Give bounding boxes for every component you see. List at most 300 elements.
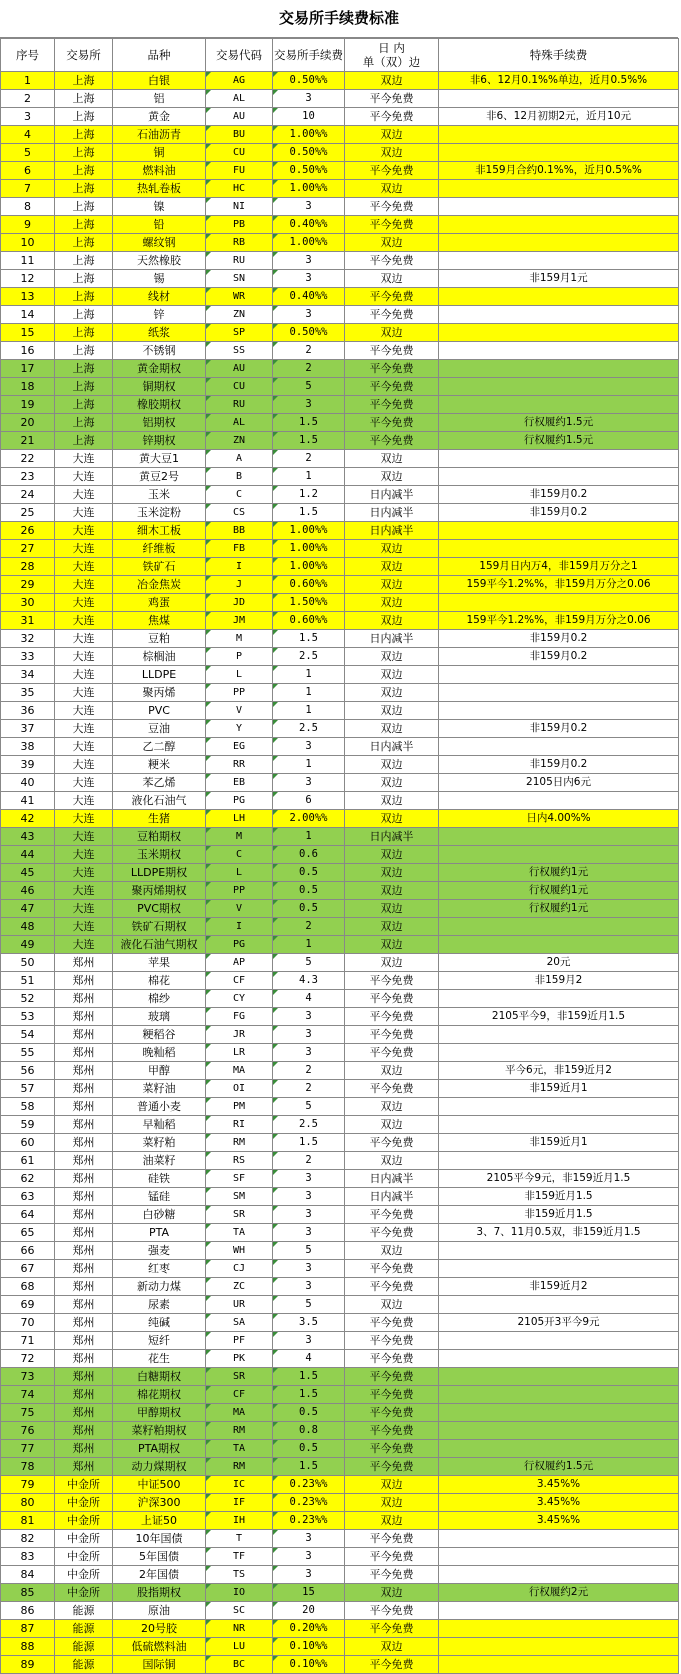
row-variety: 液化石油气期权	[113, 936, 206, 954]
row-code: RU	[206, 252, 273, 270]
table-row	[1, 306, 679, 324]
row-no: 9	[1, 216, 55, 234]
row-side: 平今免费	[345, 1134, 439, 1152]
row-variety: 纤维板	[113, 540, 206, 558]
row-exchange: 大连	[55, 594, 113, 612]
row-exchange: 大连	[55, 774, 113, 792]
row-code: I	[206, 918, 273, 936]
row-special: 非6、12月0.1%%单边，近月0.5%%	[439, 72, 679, 90]
row-special	[439, 468, 679, 486]
row-no: 3	[1, 108, 55, 126]
row-no: 20	[1, 414, 55, 432]
row-variety: 菜籽粕期权	[113, 1422, 206, 1440]
row-fee: 3	[273, 198, 345, 216]
row-side: 双边	[345, 648, 439, 666]
row-side: 双边	[345, 936, 439, 954]
table-row	[1, 1332, 679, 1350]
row-exchange: 上海	[55, 90, 113, 108]
table-row	[1, 1260, 679, 1278]
table-row	[1, 1638, 679, 1656]
row-exchange: 大连	[55, 810, 113, 828]
row-special	[439, 90, 679, 108]
table-row	[1, 216, 679, 234]
row-exchange: 大连	[55, 828, 113, 846]
table-row	[1, 1188, 679, 1206]
row-code: SF	[206, 1170, 273, 1188]
row-special: 非159近月1.5	[439, 1206, 679, 1224]
row-side: 日内减半	[345, 828, 439, 846]
row-code: CF	[206, 972, 273, 990]
row-variety: PTA期权	[113, 1440, 206, 1458]
table-row	[1, 1242, 679, 1260]
row-variety: 棉花期权	[113, 1386, 206, 1404]
table-row	[1, 90, 679, 108]
row-variety: 沪深300	[113, 1494, 206, 1512]
row-code: M	[206, 630, 273, 648]
table-row	[1, 792, 679, 810]
row-fee: 1	[273, 666, 345, 684]
row-fee: 1.00%%	[273, 234, 345, 252]
row-code: PK	[206, 1350, 273, 1368]
row-special: 159平今1.2%%，非159月万分之0.06	[439, 612, 679, 630]
row-side: 平今免费	[345, 1602, 439, 1620]
row-code: SA	[206, 1314, 273, 1332]
row-exchange: 上海	[55, 306, 113, 324]
row-special: 20元	[439, 954, 679, 972]
row-variety: 石油沥青	[113, 126, 206, 144]
row-exchange: 郑州	[55, 1458, 113, 1476]
row-variety: 液化石油气	[113, 792, 206, 810]
row-variety: 白砂糖	[113, 1206, 206, 1224]
row-side: 平今免费	[345, 378, 439, 396]
row-no: 19	[1, 396, 55, 414]
row-no: 55	[1, 1044, 55, 1062]
row-code: SC	[206, 1602, 273, 1620]
row-code: SS	[206, 342, 273, 360]
row-exchange: 上海	[55, 144, 113, 162]
row-variety: 锡	[113, 270, 206, 288]
row-code: TF	[206, 1548, 273, 1566]
table-row	[1, 486, 679, 504]
row-variety: 乙二醇	[113, 738, 206, 756]
table-row	[1, 702, 679, 720]
row-special	[439, 1044, 679, 1062]
row-fee: 1.5	[273, 504, 345, 522]
row-exchange: 上海	[55, 198, 113, 216]
row-code: AG	[206, 72, 273, 90]
row-side: 平今免费	[345, 1530, 439, 1548]
row-variety: 铜期权	[113, 378, 206, 396]
row-no: 75	[1, 1404, 55, 1422]
row-side: 日内减半	[345, 486, 439, 504]
row-variety: 粳米	[113, 756, 206, 774]
row-code: L	[206, 864, 273, 882]
row-fee: 3	[273, 252, 345, 270]
row-no: 10	[1, 234, 55, 252]
row-variety: 2年国债	[113, 1566, 206, 1584]
row-variety: 鸡蛋	[113, 594, 206, 612]
row-variety: 尿素	[113, 1296, 206, 1314]
table-row	[1, 774, 679, 792]
row-variety: 螺纹钢	[113, 234, 206, 252]
row-no: 13	[1, 288, 55, 306]
table-row	[1, 828, 679, 846]
row-variety: 上证50	[113, 1512, 206, 1530]
row-code: AP	[206, 954, 273, 972]
row-fee: 3	[273, 1044, 345, 1062]
table-row	[1, 72, 679, 90]
row-code: TS	[206, 1566, 273, 1584]
row-special: 行权履约1元	[439, 882, 679, 900]
row-code: PF	[206, 1332, 273, 1350]
row-fee: 0.5	[273, 882, 345, 900]
row-exchange: 郑州	[55, 1314, 113, 1332]
table-row	[1, 504, 679, 522]
row-variety: 硅铁	[113, 1170, 206, 1188]
table-row	[1, 198, 679, 216]
row-fee: 3	[273, 1170, 345, 1188]
row-variety: 铁矿石	[113, 558, 206, 576]
row-side: 双边	[345, 450, 439, 468]
row-special	[439, 342, 679, 360]
table-row	[1, 630, 679, 648]
row-special	[439, 1602, 679, 1620]
row-special	[439, 1404, 679, 1422]
row-variety: 铜	[113, 144, 206, 162]
row-fee: 2	[273, 450, 345, 468]
row-no: 83	[1, 1548, 55, 1566]
row-special	[439, 180, 679, 198]
row-side: 双边	[345, 1494, 439, 1512]
row-code: CS	[206, 504, 273, 522]
row-side: 平今免费	[345, 1440, 439, 1458]
row-exchange: 中金所	[55, 1494, 113, 1512]
row-fee: 1.5	[273, 414, 345, 432]
row-fee: 0.8	[273, 1422, 345, 1440]
row-special: 平今6元，非159近月2	[439, 1062, 679, 1080]
row-side: 双边	[345, 1098, 439, 1116]
row-fee: 1.00%%	[273, 558, 345, 576]
row-side: 平今免费	[345, 1260, 439, 1278]
row-fee: 3	[273, 270, 345, 288]
row-side: 平今免费	[345, 108, 439, 126]
header-special: 特殊手续费	[439, 39, 679, 72]
row-code: WH	[206, 1242, 273, 1260]
row-code: SP	[206, 324, 273, 342]
header-side-line1: 日 内	[378, 41, 405, 55]
table-row	[1, 846, 679, 864]
table-row	[1, 126, 679, 144]
row-special	[439, 738, 679, 756]
row-special: 行权履约1元	[439, 864, 679, 882]
row-special: 2105开3平今9元	[439, 1314, 679, 1332]
row-fee: 0.5	[273, 1404, 345, 1422]
row-variety: 甲醇期权	[113, 1404, 206, 1422]
table-row	[1, 882, 679, 900]
row-code: NR	[206, 1620, 273, 1638]
row-exchange: 郑州	[55, 1026, 113, 1044]
row-fee: 0.60%%	[273, 612, 345, 630]
row-fee: 3	[273, 1548, 345, 1566]
row-special: 行权履约1.5元	[439, 1458, 679, 1476]
row-special: 非159月0.2	[439, 720, 679, 738]
row-no: 36	[1, 702, 55, 720]
row-side: 双边	[345, 1476, 439, 1494]
row-special: 2105日内6元	[439, 774, 679, 792]
row-special	[439, 1332, 679, 1350]
row-fee: 0.40%%	[273, 288, 345, 306]
row-exchange: 郑州	[55, 1188, 113, 1206]
header-row	[1, 39, 679, 72]
row-fee: 0.5	[273, 1440, 345, 1458]
row-side: 双边	[345, 792, 439, 810]
row-no: 66	[1, 1242, 55, 1260]
row-fee: 5	[273, 1242, 345, 1260]
row-variety: 苹果	[113, 954, 206, 972]
row-special: 159月日内万4，非159月万分之1	[439, 558, 679, 576]
row-variety: 豆粕期权	[113, 828, 206, 846]
table-row	[1, 648, 679, 666]
row-variety: 铝期权	[113, 414, 206, 432]
row-code: J	[206, 576, 273, 594]
row-fee: 3	[273, 1278, 345, 1296]
row-side: 双边	[345, 810, 439, 828]
row-no: 62	[1, 1170, 55, 1188]
table-row	[1, 864, 679, 882]
row-special	[439, 306, 679, 324]
row-no: 37	[1, 720, 55, 738]
row-code: SR	[206, 1368, 273, 1386]
row-special: 非159近月1	[439, 1134, 679, 1152]
row-fee: 2	[273, 1080, 345, 1098]
row-special: 行权履约1元	[439, 900, 679, 918]
row-exchange: 郑州	[55, 1044, 113, 1062]
row-code: AL	[206, 414, 273, 432]
row-special: 3、7、11月0.5双，非159近月1.5	[439, 1224, 679, 1242]
row-special: 非159近月1	[439, 1080, 679, 1098]
row-variety: 燃料油	[113, 162, 206, 180]
row-special	[439, 828, 679, 846]
row-variety: 棉纱	[113, 990, 206, 1008]
row-code: IH	[206, 1512, 273, 1530]
table-row	[1, 1044, 679, 1062]
table-row	[1, 576, 679, 594]
row-fee: 4	[273, 990, 345, 1008]
row-special: 2105平今9，非159近月1.5	[439, 1008, 679, 1026]
row-exchange: 上海	[55, 216, 113, 234]
row-code: AL	[206, 90, 273, 108]
row-side: 平今免费	[345, 1368, 439, 1386]
row-special: 日内4.00%%	[439, 810, 679, 828]
row-exchange: 中金所	[55, 1476, 113, 1494]
table-row	[1, 1116, 679, 1134]
table-row	[1, 900, 679, 918]
row-variety: 铅	[113, 216, 206, 234]
row-no: 54	[1, 1026, 55, 1044]
row-code: BB	[206, 522, 273, 540]
row-exchange: 中金所	[55, 1584, 113, 1602]
row-special	[439, 1350, 679, 1368]
table-row	[1, 522, 679, 540]
row-exchange: 能源	[55, 1638, 113, 1656]
row-fee: 2	[273, 1062, 345, 1080]
table-row	[1, 954, 679, 972]
row-exchange: 大连	[55, 630, 113, 648]
row-special	[439, 792, 679, 810]
row-code: I	[206, 558, 273, 576]
row-no: 35	[1, 684, 55, 702]
row-side: 平今免费	[345, 216, 439, 234]
row-exchange: 大连	[55, 792, 113, 810]
table-row	[1, 1080, 679, 1098]
row-fee: 2.00%%	[273, 810, 345, 828]
row-fee: 0.20%%	[273, 1620, 345, 1638]
row-fee: 3	[273, 774, 345, 792]
row-no: 23	[1, 468, 55, 486]
row-code: LR	[206, 1044, 273, 1062]
row-exchange: 上海	[55, 234, 113, 252]
table-row	[1, 1062, 679, 1080]
row-fee: 1.5	[273, 432, 345, 450]
table-row	[1, 1314, 679, 1332]
row-exchange: 大连	[55, 540, 113, 558]
row-exchange: 上海	[55, 162, 113, 180]
row-no: 30	[1, 594, 55, 612]
row-variety: 线材	[113, 288, 206, 306]
row-variety: PTA	[113, 1224, 206, 1242]
row-fee: 1.00%%	[273, 522, 345, 540]
header-fee: 交易所手续费	[273, 39, 345, 72]
table-row	[1, 342, 679, 360]
row-special: 159平今1.2%%，非159月万分之0.06	[439, 576, 679, 594]
row-no: 24	[1, 486, 55, 504]
row-special	[439, 1566, 679, 1584]
row-no: 56	[1, 1062, 55, 1080]
table-row	[1, 432, 679, 450]
row-code: ZC	[206, 1278, 273, 1296]
table-row	[1, 936, 679, 954]
row-code: RB	[206, 234, 273, 252]
row-no: 80	[1, 1494, 55, 1512]
row-variety: 低硫燃料油	[113, 1638, 206, 1656]
row-code: OI	[206, 1080, 273, 1098]
row-exchange: 大连	[55, 936, 113, 954]
row-no: 63	[1, 1188, 55, 1206]
row-no: 40	[1, 774, 55, 792]
table-row	[1, 1530, 679, 1548]
row-special	[439, 198, 679, 216]
row-variety: 锌期权	[113, 432, 206, 450]
row-fee: 0.5	[273, 864, 345, 882]
row-exchange: 郑州	[55, 990, 113, 1008]
row-side: 平今免费	[345, 198, 439, 216]
row-code: BC	[206, 1656, 273, 1674]
table-row	[1, 450, 679, 468]
row-variety: 橡胶期权	[113, 396, 206, 414]
row-fee: 2	[273, 342, 345, 360]
row-variety: 玉米期权	[113, 846, 206, 864]
row-exchange: 郑州	[55, 972, 113, 990]
row-special	[439, 1620, 679, 1638]
row-variety: 甲醇	[113, 1062, 206, 1080]
row-code: PM	[206, 1098, 273, 1116]
row-exchange: 大连	[55, 468, 113, 486]
row-special: 3.45%%	[439, 1512, 679, 1530]
row-exchange: 大连	[55, 756, 113, 774]
table-row	[1, 1494, 679, 1512]
row-exchange: 大连	[55, 504, 113, 522]
row-variety: 20号胶	[113, 1620, 206, 1638]
row-exchange: 能源	[55, 1656, 113, 1674]
row-no: 58	[1, 1098, 55, 1116]
table-row	[1, 810, 679, 828]
row-variety: 黄豆2号	[113, 468, 206, 486]
row-exchange: 郑州	[55, 1278, 113, 1296]
row-exchange: 中金所	[55, 1548, 113, 1566]
row-no: 32	[1, 630, 55, 648]
row-fee: 4	[273, 1350, 345, 1368]
row-side: 双边	[345, 1116, 439, 1134]
row-exchange: 郑州	[55, 1116, 113, 1134]
row-side: 双边	[345, 954, 439, 972]
row-fee: 1	[273, 702, 345, 720]
row-fee: 1.5	[273, 1134, 345, 1152]
row-no: 31	[1, 612, 55, 630]
table-row	[1, 612, 679, 630]
row-code: LU	[206, 1638, 273, 1656]
row-no: 47	[1, 900, 55, 918]
row-no: 81	[1, 1512, 55, 1530]
row-fee: 0.23%%	[273, 1476, 345, 1494]
row-side: 双边	[345, 1296, 439, 1314]
row-no: 61	[1, 1152, 55, 1170]
row-special	[439, 360, 679, 378]
row-exchange: 大连	[55, 720, 113, 738]
row-special: 非159月0.2	[439, 756, 679, 774]
sheet-title: 交易所手续费标准	[0, 0, 678, 38]
row-fee: 5	[273, 1098, 345, 1116]
row-exchange: 郑州	[55, 1008, 113, 1026]
row-code: PP	[206, 684, 273, 702]
table-row	[1, 1440, 679, 1458]
row-no: 5	[1, 144, 55, 162]
table-row	[1, 1458, 679, 1476]
row-fee: 3.5	[273, 1314, 345, 1332]
row-variety: 白糖期权	[113, 1368, 206, 1386]
row-side: 双边	[345, 558, 439, 576]
row-side: 平今免费	[345, 1566, 439, 1584]
row-no: 7	[1, 180, 55, 198]
table-row	[1, 1026, 679, 1044]
row-side: 双边	[345, 882, 439, 900]
row-fee: 1.00%%	[273, 540, 345, 558]
row-fee: 3	[273, 1188, 345, 1206]
row-exchange: 郑州	[55, 1170, 113, 1188]
row-side: 平今免费	[345, 1332, 439, 1350]
row-side: 平今免费	[345, 1350, 439, 1368]
row-code: V	[206, 702, 273, 720]
row-fee: 0.5	[273, 900, 345, 918]
row-side: 平今免费	[345, 1386, 439, 1404]
table-row	[1, 666, 679, 684]
row-no: 6	[1, 162, 55, 180]
row-special	[439, 702, 679, 720]
row-code: EB	[206, 774, 273, 792]
row-variety: 10年国债	[113, 1530, 206, 1548]
row-special: 非159月0.2	[439, 504, 679, 522]
row-variety: 原油	[113, 1602, 206, 1620]
row-no: 11	[1, 252, 55, 270]
